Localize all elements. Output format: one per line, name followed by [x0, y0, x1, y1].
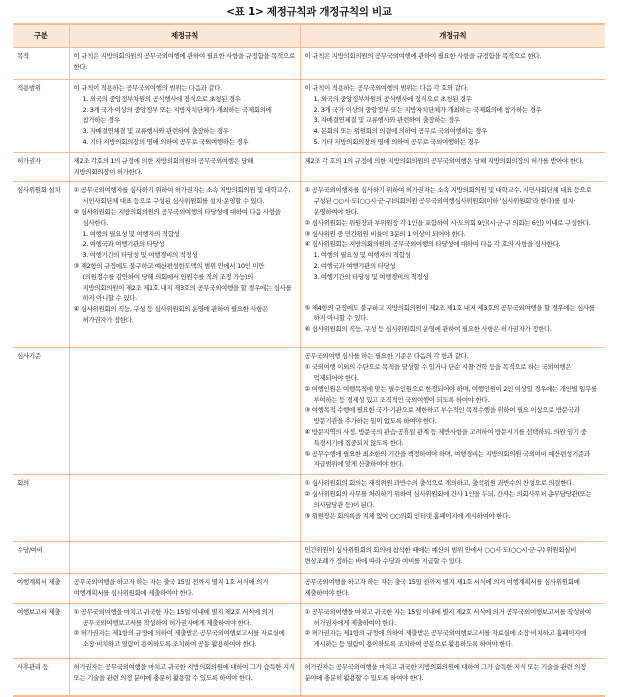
row-label: 여행보고서 제출 [13, 603, 69, 658]
rule-text: ② 허가권자는 제1항의 규정에 의하여 제출받은 공무국외여행보고서를 자료실에 소장·비치하고 홈페이지에 게시하는 등 열람이 용이하도록 조치하여 공동으로 활용하도록 하여야 한다. [304, 629, 586, 649]
header-row [13, 24, 605, 48]
table-row [13, 574, 605, 604]
rule-text: 제2조 각호의 1의 규정에 의한 지방의회의원의 공무국외여행은 당해 지방의회의장이 허가한다. [73, 156, 254, 176]
rule-text: 제2조 각 호의 1의 규정에 의한 지방의회의원의 공무국외여행은 당해 지방의회의장의 허가를 받아야 한다. [304, 156, 584, 165]
row-label: 여행계획서 제출 [13, 574, 69, 604]
rule-text: 5. 기타 지방의회의장의 명에 의하여 공무로 국외여행하는 경우 [313, 137, 480, 146]
row-label: 심사위원회 설치 [13, 182, 69, 348]
table-row [13, 348, 605, 475]
comparison-table [13, 23, 605, 697]
table-row [13, 80, 605, 153]
rule-text: 이 규칙이 적용하는 공무국외여행의 범위는 다음과 같다. [73, 84, 222, 92]
rule-text: 민간위원이 심사위원회의 회의에 참석한 때에는 예산의 범위 안에서 ○○시·도(○○시·군·구) 위원회실비 변상조례가 정하는 바에 따라 수당과 여비를 지급할 수 있다. [304, 546, 577, 565]
rule-text: 4. 본회의 또는 위원회의 의결에 의하여 공무로 국외여행하는 경우 [313, 127, 487, 136]
row-label: 수당/여비 [13, 542, 69, 574]
row-label: 허가권자 [13, 152, 69, 182]
rule-text: 4. 기타 지방의회의장의 명에 의하여 공무로 국외여행하는 경우 [82, 137, 249, 146]
rule-text: ① 공무국외여행을 마치고 귀국한 자는 15일 이내에 별지 제2호 서식에 의거 공무국외여행보고서를 작성하여 허가권자에게 제출하여야 한다. [73, 607, 274, 627]
original-rule-cell [69, 152, 300, 182]
original-rule-cell [69, 658, 300, 696]
revised-rule-cell [300, 182, 605, 348]
revised-rule-cell [300, 542, 605, 574]
header-category: 구분 [13, 24, 69, 48]
rule-text: 2. 3개 국가 이상의 중앙정부 또는 지방자치단체가 개최하는 국제회의에 참가하는 경우 [82, 105, 272, 125]
table-row [13, 658, 605, 696]
rule-text: ⑤ 제4항의 규정에도 불구하고 지방의회의원이 제2조 제1호 내지 제3호의 공무국외여행을 할 경우에는 심사를 하지 아니할 수 있다. [304, 303, 595, 323]
rule-text: ③ 제2항의 규정에도 불구하고 예산편성한도액의 범위 안에서 10인 미만(의원정수를 감안하여 당해 의회에서 인원수를 적의 조정 가능)의 지방의회의원이 제2조 제1호 내지 제3호의 공무국외여행을 할 경우에는 심사를 하지 아니할 수 있다. [73, 261, 292, 303]
rule-text: ② 심사위원회는 지방의회의원의 공무국외여행의 타당성에 대하여 다음 사항을 심사한다. [73, 207, 281, 227]
original-rule-cell [69, 182, 300, 348]
rule-text: 3. 자매결연체결 및 교류행사와 관련하여 출장하는 경우 [82, 127, 229, 136]
table-row [13, 542, 605, 574]
rule-text: ① 공무국외여행을 마치고 귀국한 자는 15일 이내에 별지 제2호 서식에 의거 공무국외여행보고서를 작성하여 허가권자에게 제출하여야 한다. [304, 607, 591, 627]
original-rule-cell [69, 603, 300, 658]
revised-rule-cell [300, 348, 605, 475]
rule-text: 허가권자는 공무국외여행을 마치고 귀국한 지방의회의원에 대하여 그가 습득한 지식 또는 기술을 관련 의정 분야에 충분히 활용할 수 있도록 하여야 한다. [304, 662, 586, 682]
row-label: 사후관리 등 [13, 658, 69, 696]
revised-rule-cell [300, 603, 605, 658]
rule-text: 2. 3개 국가 이상의 중앙정부 또는 지방자치단체가 개최하는 국제회의에 참가하는 경우 [313, 105, 542, 114]
header-original-rule: 제정규칙 [69, 24, 300, 48]
table-row [13, 603, 605, 658]
rule-text: ⑥ 심사위원회의 직능, 구성 등 심사위원회의 운영에 관하여 필요한 사항은 허가권자가 정한다. [304, 325, 552, 334]
rule-text: 1. 외국의 중앙정부차원의 공식행사에 정식으로 초청된 경우 [82, 94, 241, 103]
rule-text: ③ 위원장은 회의록을 지체 없이 ○○의회 인터넷 홈페이지에 게시하여야 한다. [304, 511, 510, 520]
row-label: 회의 [13, 475, 69, 542]
original-rule-cell [69, 48, 300, 80]
rule-text: ① 공무국외여행자를 심사하기 위하여 허가권자는 소속 지방의회의원 및 대학교수, 시민사회단체 대표 등으로 구성된 ○○시·도(○○시·군·구)의회의원 공무국외여행심사위원회(이하 '심사위원회'라 한다)를 설치·운영하여야 한다. [304, 186, 592, 216]
row-label: 적용범위 [13, 80, 69, 153]
row-label: 목적 [13, 48, 69, 80]
rule-text: 3. 여행기간의 타당성 및 여행경비의 적정성 [313, 272, 429, 281]
table-row [13, 182, 605, 348]
rule-text: 2. 여행국과 여행기관의 타당성 [82, 240, 165, 249]
rule-text: 2. 여행국과 여행기관의 타당성 [313, 261, 396, 270]
rule-text: 3. 자매결연체결 및 교류행사와 관련하여 출장하는 경우 [313, 116, 460, 125]
rule-text: 이 규칙이 적용하는 공무국외여행의 범위는 다음 각 호와 같다. [304, 84, 469, 92]
rule-text: 공무국외여행을 하고자 하는 자는 출국 15일 전까지 별지 1호 서식에 의거 여행계획서를 심사위원회에 제출하여야 한다. [73, 578, 269, 597]
rule-text: 1. 여행의 필요성 및 여행자의 적합성 [82, 229, 180, 238]
rule-text: 허가권자는 공무국외여행을 마치고 귀국한 지방의회의원에 대하여 그가 습득한 지식 또는 기술을 관련 의정 분야에 충분히 활용할 수 있도록 하여야 한다. [73, 662, 295, 682]
rule-text: ② 심사위원회의 사무를 처리하기 위하여 심사위원회에 간사 1인을 두되, 간사는 의회사무처 총무담당관(또는 의사담당관 등)이 된다. [304, 489, 592, 509]
rule-text: 공무국외여행을 하고자 하는 자는 출국 15일 전까지 별지 제1호 서식에 의거 여행계획서를 심사위원회에 제출하여야 한다. [304, 578, 580, 597]
revised-rule-cell [300, 80, 605, 153]
table-row [13, 475, 605, 542]
rule-text: ③ 여행목적 수행에 필요한 국가·기관으로 제한하고 부수적인 목적수행을 위하여 필요 이상으로 방문국과 방문기관을 추가하는 일이 없도록 하여야 한다. [304, 406, 580, 426]
rule-text: ⑤ 공무수행에 필요한 최소한의 기간을 책정하여야 하며, 여행경비는 지방의회의원 국외여비 예산편성기준과 지급범위에 맞게 산출하여야 한다. [304, 449, 590, 469]
table-title: <표 1> 제정규칙과 개정규칙의 비교 [226, 6, 392, 18]
original-rule-cell [69, 80, 300, 153]
original-rule-cell [69, 475, 300, 542]
rule-text: 3. 여행기간의 타당성 및 여행경비의 적정성 [82, 251, 198, 260]
rule-text: 1. 여행의 필요성 및 여행자의 적합성 [313, 251, 411, 260]
rule-text: ② 심사위원회는 위원장과 부위원장 각 1인을 포함하여 시·도의회 9인(시·군·구 의회는 6인) 이내로 구성한다. [304, 218, 591, 227]
revised-rule-cell [300, 48, 605, 80]
rule-text: ③ 심사위원 중 민간위원 비율이 3분의 1 이상이 되어야 한다. [304, 229, 466, 238]
rule-text: ④ 방문지역의 사정, 방문국의 관습·공휴일 관계 등 제반사항을 고려하여 방문시기를 선택하되, 의원 임기 중 특정시기에 집중되지 않도록 한다. [304, 427, 587, 447]
rule-text: 이 규칙은 지방의회의원의 공무국외여행에 관하여 필요한 사항을 규정함을 목적으로 한다. [73, 52, 295, 71]
rule-text [305, 283, 602, 303]
original-rule-cell [69, 574, 300, 604]
original-rule-cell [69, 348, 300, 475]
rule-text: ④ 심사위원회는 지방의회의원의 공무국외여행의 타당성에 대하여 다음 각 호의 사항을 심사한다. [304, 240, 561, 249]
original-rule-cell [69, 542, 300, 574]
rule-text: ② 여행인원은 여행목적에 맞는 필수인원으로 한정되어야 하며, 여행인원이 2인 이상일 경우에는 개인별 임무를 부여하는 등 경제성 있고 조직적인 국외여행이 되도록 하여야 한다. [304, 384, 597, 404]
rule-text: 이 규칙은 지방의회의원의 공무국외여행에 관하여 필요한 사항을 규정함을 목적으로 한다. [304, 52, 542, 60]
revised-rule-cell [300, 475, 605, 542]
row-label: 심사기준 [13, 348, 69, 475]
rule-text: ① 공무국외여행자를 심사하기 위하여 허가권자는 소속 지방의회의원 및 대학교수, 시민사회단체 대표 등으로 구성된 심사위원회를 설치·운영할 수 있다. [73, 186, 291, 206]
header-revised-rule: 개정규칙 [300, 24, 605, 48]
revised-rule-cell [300, 658, 605, 696]
rule-text: ① 심사위원회의 회의는 재적위원 과반수의 출석으로 개의하고, 출석위원 과반수의 찬성으로 의결한다. [304, 479, 574, 488]
rule-text: 공무국외여행 심사를 하는 필요한 기준은 다음의 각 항과 같다. [304, 352, 469, 361]
table-row [13, 48, 605, 80]
revised-rule-cell [300, 574, 605, 604]
rule-text: ② 허가권자는 제1항의 규정에 의하여 제출받은 공무국외여행보고서를 자료실에 소장·비치하고 열람이 용이하도록 조치하여 공동 활용하여야 한다. [73, 629, 285, 649]
rule-text: ④ 심사위원회의 직능, 구성 등 심사위원회의 운영에 관하여 필요한 사항은 허가권자가 정한다. [73, 305, 269, 324]
rule-text: ① 국외여행 이외의 수단으로 목적을 달성할 수 있거나 단순 시찰·견학 등을 목적으로 하는 국외여행은 억제되어야 한다. [304, 363, 572, 382]
table-row [13, 152, 605, 182]
rule-text: 1. 외국의 중앙정부차원의 공식행사에 정식으로 초청된 경우 [313, 94, 472, 103]
revised-rule-cell [300, 152, 605, 182]
